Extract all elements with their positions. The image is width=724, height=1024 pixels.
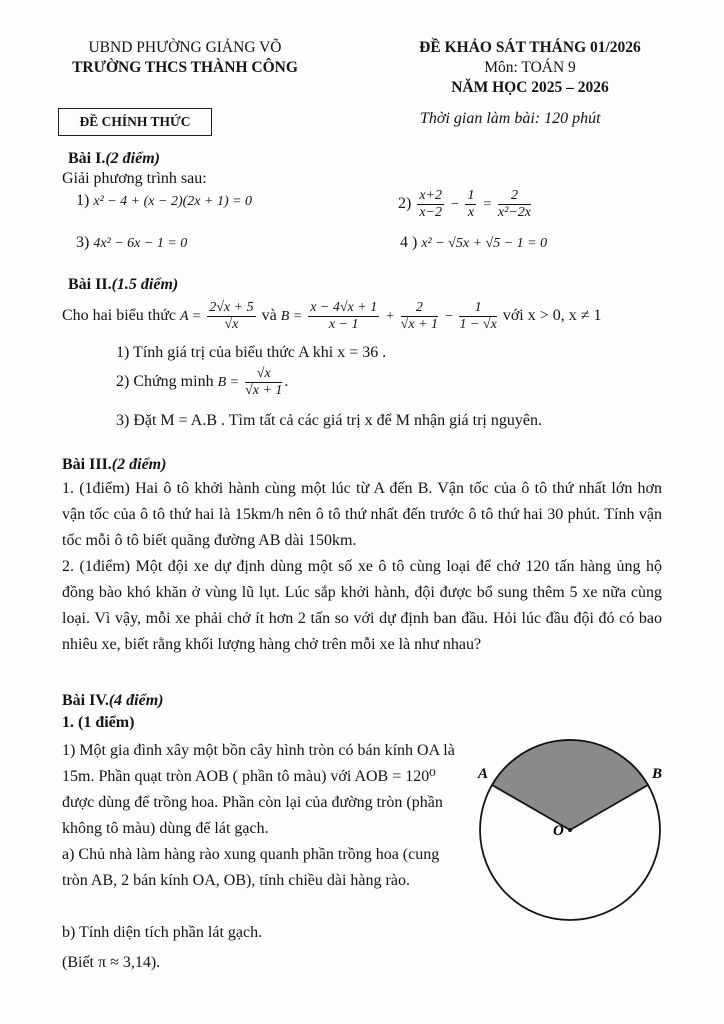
label-A: A [478, 766, 489, 782]
A-num: 2√x + 5 [209, 300, 254, 315]
time-label: Thời gian làm bài: 120 phút [420, 110, 601, 127]
bai4-title: Bài IV. [62, 692, 109, 709]
exam-title: ĐỀ KHẢO SÁT THÁNG 01/2026 [419, 39, 641, 56]
and-word: và [261, 307, 277, 325]
exam-header [380, 38, 680, 98]
bai1-q1-eq: x² − 4 + (x − 2)(2x + 1) = 0 [93, 194, 253, 209]
bai2-heading [68, 274, 178, 296]
q2b-den: x [467, 205, 475, 220]
q2-den: √x + 1 [245, 383, 283, 398]
bai3-p2: 2. (1điểm) Một đội xe dự định dùng một số xe ô tô cùng loại để chở 120 tấn hàng ủng hộ đồng bào khó khăn ở vùng lũ lụt. Lúc sắp khởi hành, đội được bổ sung thêm 5 xe nữa cùng loại. Vì vậy, mỗi xe phải chở ít hơn 2 tấn so với dự định ban đầu. Hỏi lúc đầu đội đó có bao nhiêu xe, biết rằng khối lượng hàng chở trên mỗi xe là như nhau? [62, 558, 662, 653]
bai4-pc: (Biết π ≈ 3,14). [62, 954, 161, 971]
q2c-num: 2 [498, 188, 531, 205]
B3-frac [459, 300, 496, 333]
B2-frac [401, 300, 438, 333]
A-label: A = [179, 309, 202, 325]
B1-frac [308, 300, 379, 333]
bai2-q1: 1) Tính giá trị của biểu thức A khi x = 36 . [116, 344, 387, 361]
bai2-q3: 3) Đặt M = A.B . Tìm tất cả các giá trị x để M nhận giá trị nguyên. [116, 412, 542, 429]
bai1-q2-num: 2) [398, 195, 412, 213]
bai2-intro: Cho hai biểu thức [62, 307, 176, 325]
bai2-q2-frac [245, 366, 282, 399]
condition: với x > 0, x ≠ 1 [502, 307, 602, 325]
bai1-q3-eq: 4x² − 6x − 1 = 0 [93, 236, 188, 251]
bai2-q2-text: 2) Chứng minh [116, 373, 214, 391]
bai4-pb: b) Tính diện tích phần lát gạch. [62, 924, 263, 941]
bai1-q4-num: 4 ) [400, 234, 418, 251]
subject: Môn: TOÁN 9 [484, 59, 576, 76]
sector-diagram [470, 720, 670, 960]
bai4-pa: a) Chủ nhà làm hàng rào xung quanh phần trồng hoa (cung tròn AB, 2 bán kính OA, OB), tính chiều dài hàng rào. [62, 846, 440, 889]
school-year: NĂM HỌC 2025 – 2026 [451, 79, 609, 96]
label-B: B [652, 766, 663, 782]
bai1-title: Bài I. [68, 150, 106, 167]
bai3-heading [62, 454, 166, 476]
bai4-heading [62, 690, 164, 712]
bai1-q4-eq: x² − √5x + √5 − 1 = 0 [421, 236, 548, 251]
bai1-points: (2 điểm) [105, 150, 160, 167]
q2c-den: x²−2x [497, 205, 531, 220]
A-frac [207, 300, 255, 333]
q2a-num: x+2 [419, 188, 442, 203]
B1-num: x − 4√x + 1 [310, 300, 378, 315]
school-header [40, 38, 330, 78]
ward-name: UBND PHƯỜNG GIẢNG VÕ [88, 39, 282, 56]
bai1-q2-frac-c [498, 188, 531, 221]
label-O: O [553, 823, 564, 839]
bai4-p1: 1) Một gia đình xây một bồn cây hình tròn có bán kính OA là 15m. Phần quạt tròn AOB ( phần tô màu) với AOB = 120⁰ được dùng để trồng hoa. Phần còn lại của đường tròn (phần không tô màu) dùng để lát gạch. [62, 742, 455, 837]
school-name: TRƯỜNG THCS THÀNH CÔNG [72, 59, 298, 76]
bai1-q1 [76, 190, 252, 213]
bai2-expressions: Cho hai biểu thức A = $\frac{2√x + 5}{√x}$ và B = $\frac{x - 4√x + 1}{x - 1}$ + $\frac{2}{√x + 1}$ − $\frac{1}{1 - √x}$ với x > 0, x ≠ 1 [62, 300, 602, 332]
B1-den: x − 1 [328, 317, 359, 332]
q2-num: √x [245, 366, 282, 383]
bai1-heading [68, 148, 160, 170]
bai2-points: (1.5 điểm) [111, 276, 179, 293]
bai1-q2-frac-a [417, 188, 444, 221]
bai1-q4 [400, 232, 547, 255]
bai1-intro: Giải phương trình sau: [62, 170, 207, 187]
B3-den: 1 − √x [459, 317, 497, 332]
bai2-title: Bài II. [68, 276, 112, 293]
B3-num: 1 [459, 300, 496, 317]
bai1-q1-num: 1) [76, 192, 90, 209]
bai1-q2: 2) $\frac{x+2}{x-2}$ − $\frac{1}{x}$ = $\frac{2}{\text{x²−2x}}$ [398, 188, 531, 220]
center-point [568, 828, 572, 832]
bai3-title: Bài III. [62, 456, 112, 473]
bai3-points: (2 điểm) [111, 456, 167, 473]
bai1-q3-num: 3) [76, 234, 90, 251]
bai2-q2-B: B = [217, 375, 240, 391]
A-den: √x [224, 317, 239, 332]
bai4-sub1: 1. (1 điểm) [62, 714, 135, 731]
bai4-points: (4 điểm) [108, 692, 164, 709]
official-label: ĐỀ CHÍNH THỨC [58, 108, 212, 136]
bai1-q2-frac-b [465, 188, 476, 221]
bai2-q2: 2) Chứng minh B = $\frac{√x}{√x + 1}$ . [116, 366, 289, 398]
shaded-sector [492, 740, 648, 830]
B2-num: 2 [401, 300, 438, 317]
B-label: B = [280, 309, 303, 325]
q2b-num: 1 [467, 188, 475, 203]
bai1-q3 [76, 232, 187, 255]
q2a-den: x−2 [419, 205, 442, 220]
bai3-p1: 1. (1điểm) Hai ô tô khởi hành cùng một lúc từ A đến B. Vận tốc của ô tô thứ nhất lớn hơn vận tốc của ô tô thứ hai là 15km/h nên ô tô thứ nhất đến trước ô tô thứ hai 30 phút. Tính vận tốc mỗi ô tô biết quãng đường AB dài 150km. [62, 480, 662, 549]
B2-den: √x + 1 [400, 317, 439, 332]
